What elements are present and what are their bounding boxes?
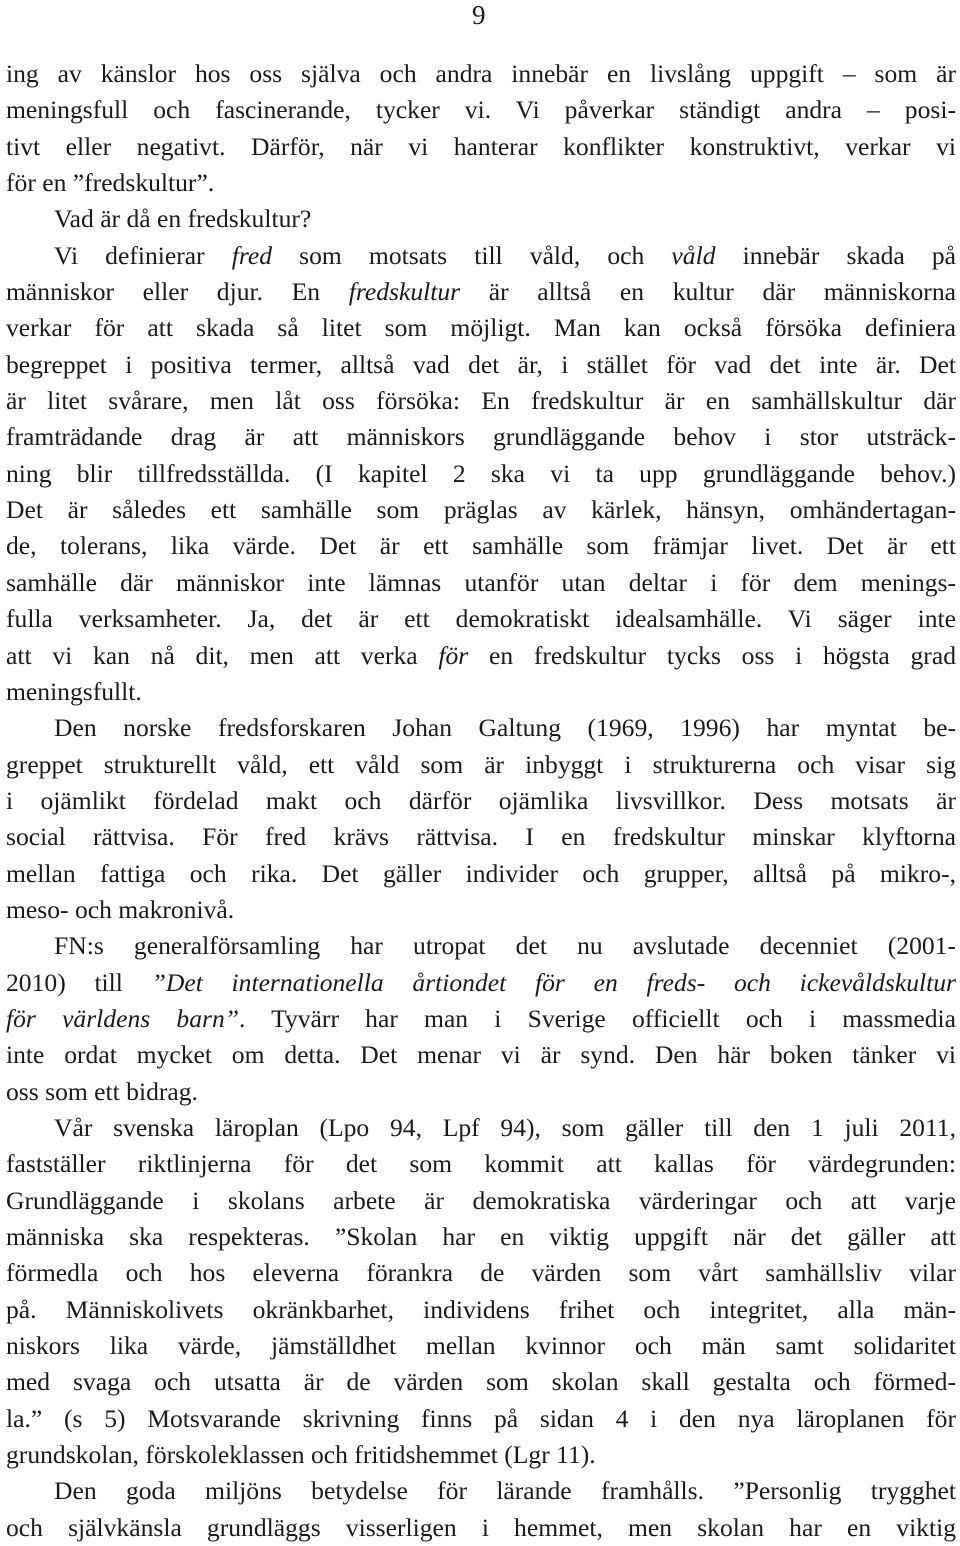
italic-text: för världens barn” — [6, 1003, 239, 1033]
text-run: människor eller djur. En — [6, 277, 349, 307]
text-run: samhälle där människor inte lämnas utanför utan deltar i för dem menings- — [6, 567, 956, 597]
text-line — [6, 201, 956, 237]
text-line — [6, 1219, 956, 1255]
text-line — [6, 165, 956, 201]
paragraph — [6, 238, 956, 710]
text-run: är litet svårare, men låt oss försöka: En fredskultur är en samhällskultur där — [6, 386, 956, 416]
text-line — [6, 747, 956, 783]
text-run: fastställer riktlinjerna för det som kommit att kallas för värdegrunden: — [6, 1149, 956, 1179]
italic-text: fredskultur — [348, 277, 461, 307]
text-line — [6, 783, 956, 819]
text-run: innebär skada på — [715, 240, 956, 270]
text-run: och självkänsla grundläggs visserligen i hemmet, men skolan har en viktig — [6, 1512, 956, 1542]
text-run: människa ska respekteras. ”Skolan har en viktig uppgift när det gäller att — [6, 1222, 956, 1251]
text-run: fulla verksamheter. Ja, det är ett demokratiskt idealsamhälle. Vi säger inte — [6, 604, 956, 634]
text-line — [6, 1074, 956, 1110]
italic-text: fred — [231, 240, 273, 270]
italic-text: för — [438, 640, 469, 670]
text-run: för en ”fredskultur”. — [6, 168, 215, 198]
text-run: oss som ett bidrag. — [6, 1076, 198, 1106]
text-run: mellan fattiga och rika. Det gäller individer och grupper, alltså på mikro-, — [6, 858, 956, 888]
text-line — [6, 1328, 956, 1364]
text-run: . Tyvärr har man i Sverige officiellt och i massmedia — [238, 1003, 956, 1033]
text-line — [6, 528, 956, 564]
text-run: Den norske fredsforskaren Johan Galtung (1969, 1996) har myntat be- — [54, 713, 956, 743]
text-line — [6, 310, 956, 346]
text-line — [6, 1473, 956, 1509]
text-line — [6, 1110, 956, 1146]
text-run: meningsfullt. — [6, 676, 142, 706]
text-run: de, tolerans, lika värde. Det är ett samhälle som främjar livet. Det är ett — [6, 531, 956, 561]
text-line — [6, 638, 956, 674]
text-run: Det är således ett samhälle som präglas av kärlek, hänsyn, omhändertagan- — [6, 495, 956, 525]
text-line — [6, 674, 956, 710]
paragraph — [6, 710, 956, 928]
text-run: Vi definierar — [54, 240, 232, 270]
text-line — [6, 1292, 956, 1328]
text-run: Grundläggande i skolans arbete är demokratiska värderingar och att varje — [6, 1185, 956, 1215]
text-run: 2010) till — [6, 967, 152, 997]
text-run: grundskolan, förskoleklassen och fritidshemmet (Lgr 11). — [6, 1440, 596, 1470]
text-run: Den goda miljöns betydelse för lärande framhålls. ”Personlig trygghet — [54, 1476, 956, 1506]
text-run: ing av känslor hos oss själva och andra innebär en livslång uppgift – som är — [6, 59, 956, 88]
text-run: verkar för att skada så litet som möjligt. Man kan också försöka definiera — [6, 313, 956, 343]
text-line — [6, 1364, 956, 1400]
text-run: Vad är då en fredskultur? — [54, 204, 312, 234]
text-line — [6, 274, 956, 310]
text-line — [6, 56, 956, 92]
text-run: social rättvisa. För fred krävs rättvisa. I en fredskultur minskar klyftorna — [6, 822, 956, 852]
body-text — [6, 56, 956, 1546]
italic-text: ”Det internationella årtiondet för en freds- och ickevåldskultur — [151, 967, 956, 997]
text-run: tivt eller negativt. Därför, när vi hanterar konflikter konstruktivt, verkar vi — [6, 131, 956, 161]
text-line — [6, 1183, 956, 1219]
text-line — [6, 129, 956, 165]
text-run: är alltså en kultur där människorna — [460, 277, 956, 307]
text-line — [6, 1001, 956, 1037]
text-line — [6, 1437, 956, 1473]
text-run: greppet strukturellt våld, ett våld som är inbyggt i strukturerna och visar sig — [6, 749, 956, 779]
text-line — [6, 1401, 956, 1437]
text-run: meningsfull och fascinerande, tycker vi. Vi påverkar ständigt andra – posi- — [6, 95, 956, 125]
paragraph — [6, 1110, 956, 1473]
text-line — [6, 456, 956, 492]
text-line — [6, 856, 956, 892]
text-run: en fredskultur tycks oss i högsta grad — [468, 640, 956, 670]
text-run: som motsats till våld, och — [272, 240, 672, 270]
italic-text: våld — [671, 240, 716, 270]
text-line — [6, 92, 956, 128]
text-line — [6, 965, 956, 1001]
paragraph — [6, 56, 956, 201]
text-run: i ojämlikt fördelad makt och därför ojämlika livsvillkor. Dess motsats är — [6, 785, 956, 815]
paragraph — [6, 928, 956, 1110]
text-line — [6, 1255, 956, 1291]
text-line — [6, 383, 956, 419]
text-run: på. Människolivets okränkbarhet, individens frihet och integritet, alla män- — [6, 1294, 956, 1324]
text-run: att vi kan nå dit, men att verka — [6, 640, 439, 670]
text-line — [6, 1037, 956, 1073]
text-line — [6, 1146, 956, 1182]
text-run: niskors lika värde, jämställdhet mellan kvinnor och män samt solidaritet — [6, 1331, 956, 1361]
text-run: la.” (s 5) Motsvarande skrivning finns på sidan 4 i den nya läroplanen för — [6, 1403, 956, 1433]
text-line — [6, 238, 956, 274]
text-run: Vår svenska läroplan (Lpo 94, Lpf 94), som gäller till den 1 juli 2011, — [54, 1112, 956, 1142]
paragraph — [6, 1473, 956, 1546]
paragraph — [6, 201, 956, 237]
text-run: förmedla och hos eleverna förankra de värden som vårt samhällsliv vilar — [6, 1258, 956, 1288]
text-line — [6, 710, 956, 746]
text-line — [6, 819, 956, 855]
text-line — [6, 892, 956, 928]
text-run: framträdande drag är att människors grundläggande behov i stor utsträck- — [6, 422, 956, 452]
text-run: begreppet i positiva termer, alltså vad det är, i stället för vad det inte är. Det — [6, 349, 956, 379]
text-run: FN:s generalförsamling har utropat det nu avslutade decenniet (2001- — [54, 931, 956, 961]
text-line — [6, 928, 956, 964]
text-run: inte ordat mycket om detta. Det menar vi är synd. Den här boken tänker vi — [6, 1040, 956, 1070]
page-number: 9 — [472, 0, 486, 30]
text-line — [6, 601, 956, 637]
text-run: meso- och makronivå. — [6, 894, 235, 924]
text-line — [6, 565, 956, 601]
text-line — [6, 347, 956, 383]
text-line — [6, 419, 956, 455]
text-line — [6, 492, 956, 528]
text-run: ning blir tillfredsställda. (I kapitel 2 ska vi ta upp grundläggande behov.) — [6, 458, 956, 488]
text-run: med svaga och utsatta är de värden som skolan skall gestalta och förmed- — [6, 1367, 956, 1397]
